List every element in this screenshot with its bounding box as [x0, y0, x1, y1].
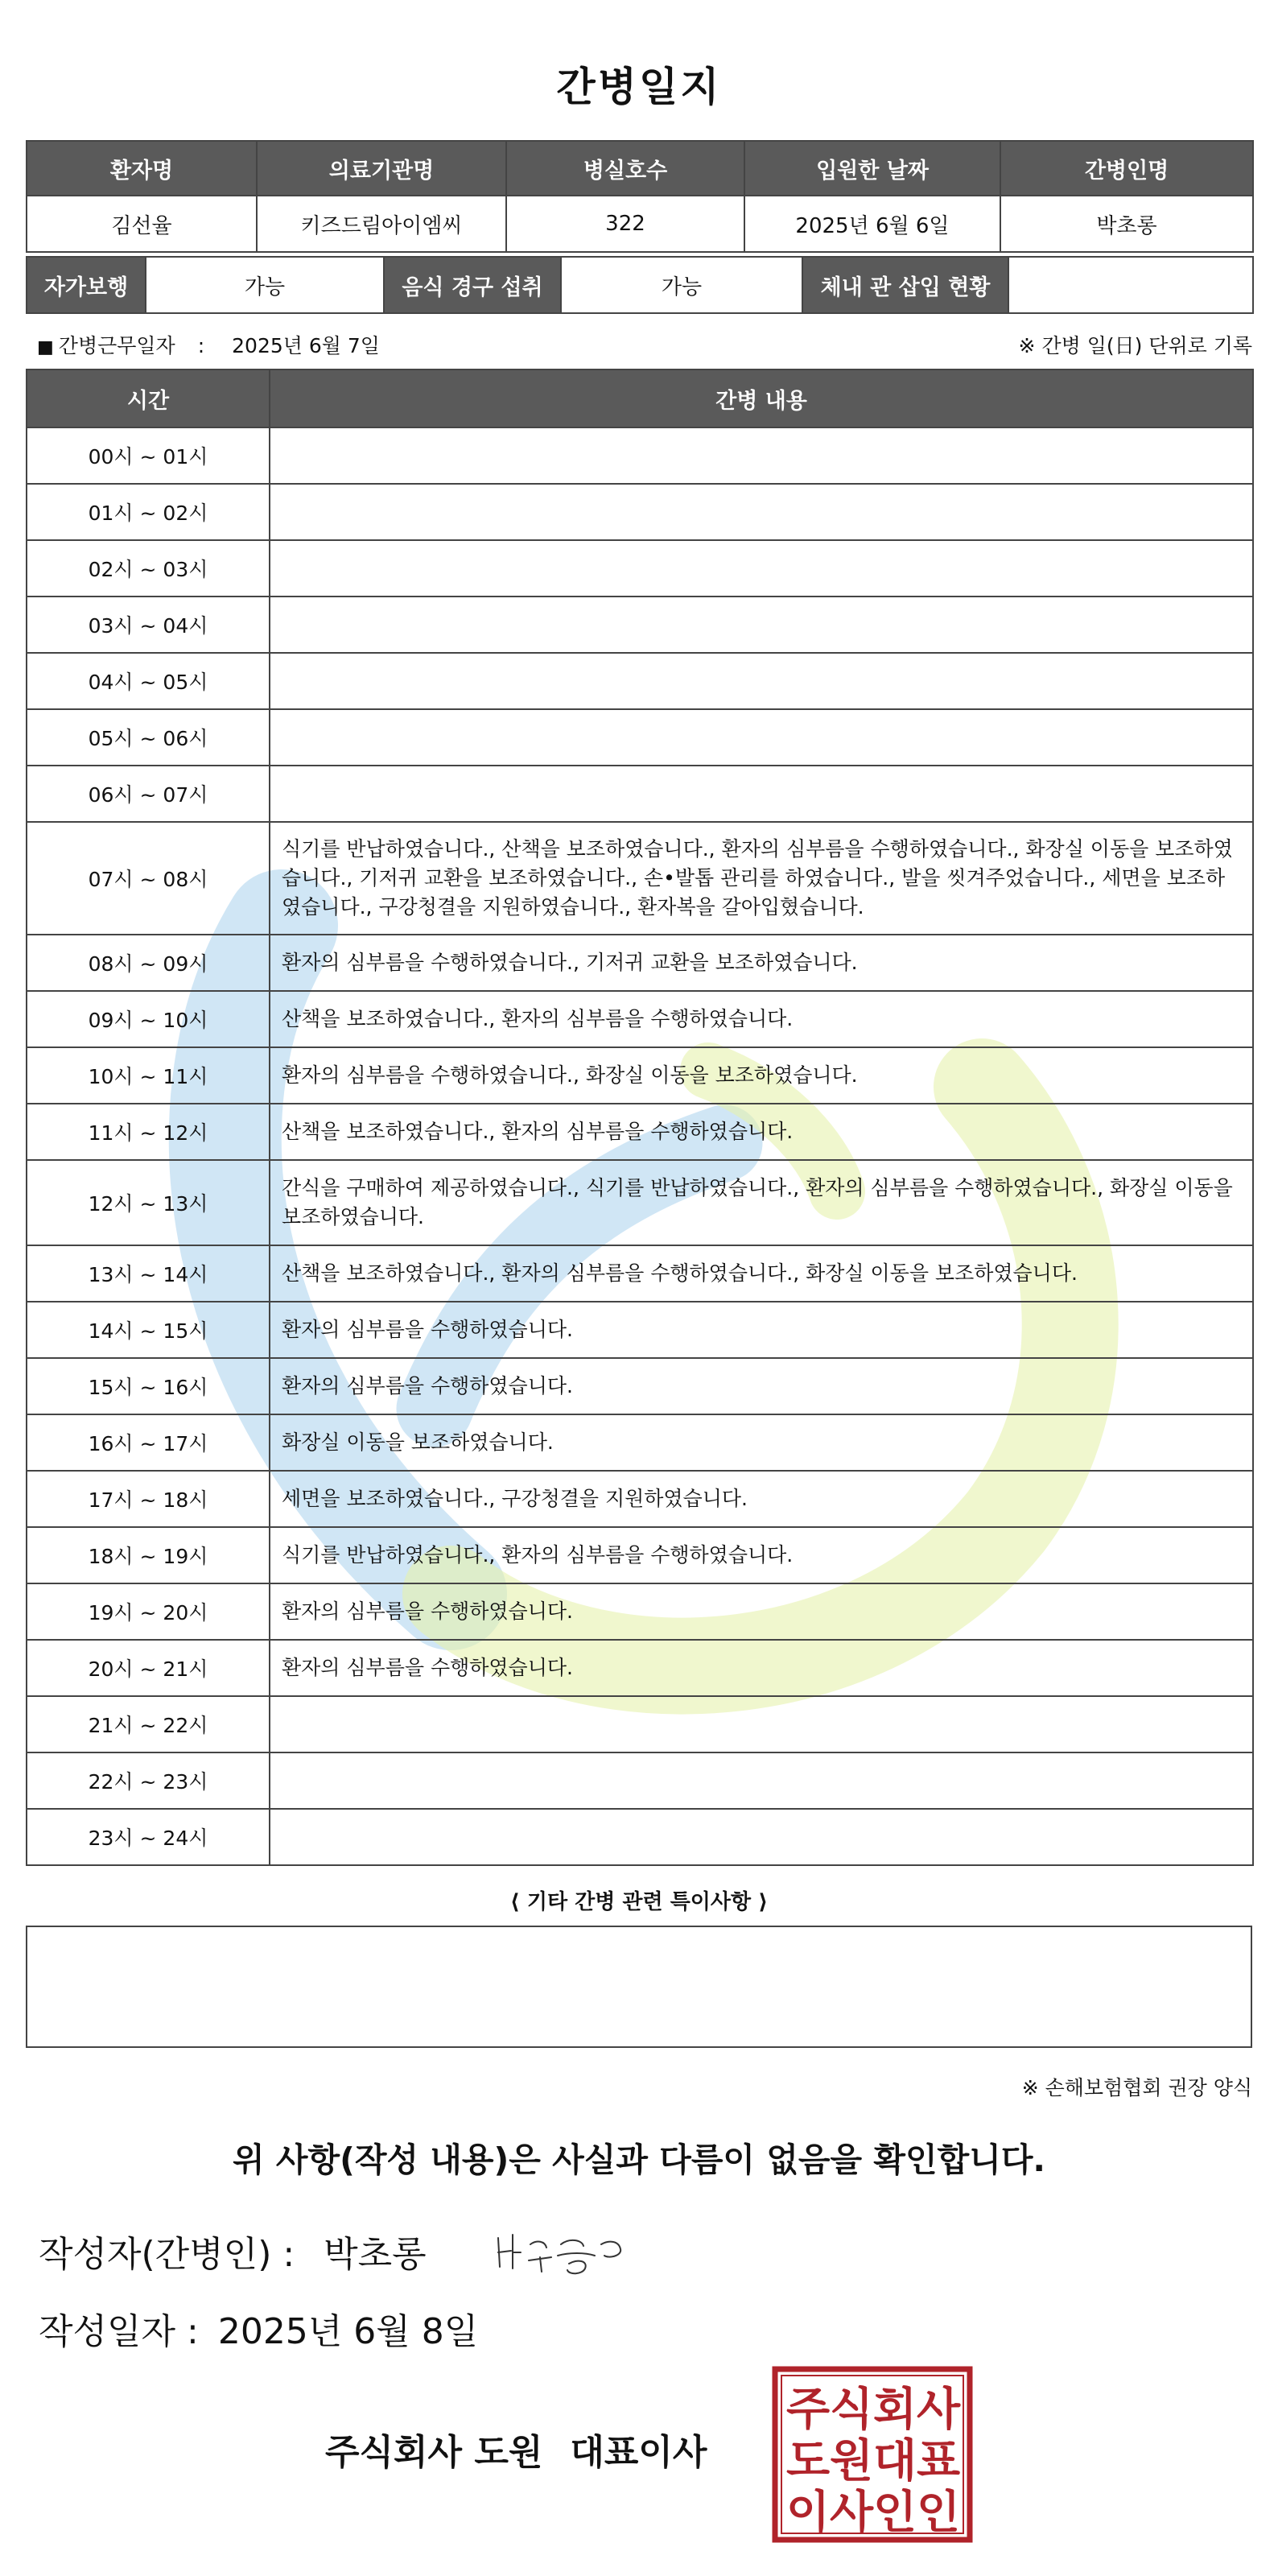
care-content: 세면을 보조하였습니다., 구강청결을 지원하였습니다.	[270, 1471, 1253, 1527]
seal-character: 원	[829, 2435, 874, 2487]
care-content	[270, 427, 1253, 484]
care-content	[270, 766, 1253, 822]
care-content: 화장실 이동을 보조하였습니다.	[270, 1414, 1253, 1471]
care-log-row	[27, 1471, 1253, 1527]
handwritten-signature	[489, 2220, 633, 2285]
care-log-header-row	[27, 369, 1253, 427]
care-log-row	[27, 427, 1253, 484]
care-log-row	[27, 1696, 1253, 1752]
time-slot: 12시 ~ 13시	[27, 1160, 270, 1245]
seal-character: 도	[785, 2435, 831, 2487]
time-slot: 10시 ~ 11시	[27, 1047, 270, 1104]
seal-character: 인	[916, 2487, 961, 2539]
care-content: 환자의 심부름을 수행하였습니다., 기저귀 교환을 보조하였습니다.	[270, 935, 1253, 991]
time-slot: 00시 ~ 01시	[27, 427, 270, 484]
patient-info-header-row	[27, 141, 1253, 196]
confirmation-statement: 위 사항(작성 내용)은 사실과 다름이 없음을 확인합니다.	[232, 2140, 1046, 2179]
time-slot: 17시 ~ 18시	[27, 1471, 270, 1527]
care-content: 산책을 보조하였습니다., 환자의 심부름을 수행하였습니다.	[270, 991, 1253, 1047]
time-slot: 04시 ~ 05시	[27, 653, 270, 709]
care-log-row	[27, 1302, 1253, 1358]
time-slot: 16시 ~ 17시	[27, 1414, 270, 1471]
header-admission-date: 입원한 날짜	[744, 141, 1000, 196]
care-log-row	[27, 1104, 1253, 1160]
special-notes-title: ⟨ 기타 간병 관련 특이사항 ⟩	[509, 1890, 769, 1914]
care-log-row	[27, 709, 1253, 766]
company-name: 주식회사 도원	[325, 2432, 543, 2473]
page-title: 간병일지	[556, 64, 722, 110]
patient-status-row	[27, 257, 1253, 313]
care-content	[270, 653, 1253, 709]
time-slot: 03시 ~ 04시	[27, 597, 270, 653]
recommendation-note: ※ 손해보험협회 권장 양식	[1021, 2076, 1252, 2099]
room-number-value: 322	[506, 196, 744, 252]
seal-character: 회	[872, 2384, 917, 2436]
seal-character: 이	[785, 2487, 831, 2539]
care-log-row	[27, 484, 1253, 540]
time-slot: 02시 ~ 03시	[27, 540, 270, 597]
time-slot: 15시 ~ 16시	[27, 1358, 270, 1414]
care-content: 산책을 보조하였습니다., 환자의 심부름을 수행하였습니다., 화장실 이동을 보조하였습니다.	[270, 1245, 1253, 1302]
oral-intake-label: 음식 경구 섭취	[384, 257, 561, 313]
care-log-row	[27, 1245, 1253, 1302]
company-line	[325, 2423, 707, 2475]
care-content	[270, 1752, 1253, 1809]
time-slot: 20시 ~ 21시	[27, 1640, 270, 1696]
care-content	[270, 1809, 1253, 1865]
time-slot: 23시 ~ 24시	[27, 1809, 270, 1865]
care-content	[270, 1696, 1253, 1752]
time-slot: 19시 ~ 20시	[27, 1583, 270, 1640]
written-date-line	[39, 2302, 478, 2354]
care-log-row	[27, 1640, 1253, 1696]
header-care-content: 간병 내용	[270, 369, 1253, 427]
self-walk-value: 가능	[146, 257, 384, 313]
care-log-table	[26, 369, 1254, 1866]
oral-intake-value: 가능	[561, 257, 802, 313]
care-content	[270, 484, 1253, 540]
care-content	[270, 597, 1253, 653]
header-caregiver-name: 간병인명	[1000, 141, 1253, 196]
square-bullet-icon: ■	[37, 337, 54, 357]
care-log-row	[27, 1160, 1253, 1245]
daily-record-note: ※ 간병 일(日) 단위로 기록	[1018, 334, 1252, 357]
written-date-value: 2025년 6월 8일	[217, 2311, 479, 2352]
work-date-line	[26, 328, 1252, 361]
work-date-label: 간병근무일자	[58, 334, 175, 357]
time-slot: 11시 ~ 12시	[27, 1104, 270, 1160]
header-time: 시간	[27, 369, 270, 427]
written-date-label: 작성일자 :	[39, 2311, 199, 2352]
care-content: 환자의 심부름을 수행하였습니다., 화장실 이동을 보조하였습니다.	[270, 1047, 1253, 1104]
care-log-row	[27, 1809, 1253, 1865]
care-log-row	[27, 1414, 1253, 1471]
care-log-body	[27, 427, 1253, 1865]
care-log-row	[27, 1047, 1253, 1104]
care-content	[270, 709, 1253, 766]
special-notes-box	[26, 1926, 1252, 2048]
writer-line	[39, 2225, 427, 2277]
company-seal-stamp	[771, 2365, 974, 2544]
time-slot: 21시 ~ 22시	[27, 1696, 270, 1752]
time-slot: 05시 ~ 06시	[27, 709, 270, 766]
care-log-row	[27, 1583, 1253, 1640]
care-content: 환자의 심부름을 수행하였습니다.	[270, 1358, 1253, 1414]
time-slot: 18시 ~ 19시	[27, 1527, 270, 1583]
patient-info-table	[26, 140, 1254, 253]
care-content: 간식을 구매하여 제공하였습니다., 식기를 반납하였습니다., 환자의 심부름을 수행하였습니다., 화장실 이동을 보조하였습니다.	[270, 1160, 1253, 1245]
seal-character: 주	[785, 2384, 831, 2436]
care-log-row	[27, 766, 1253, 822]
care-content: 환자의 심부름을 수행하였습니다.	[270, 1302, 1253, 1358]
seal-character: 식	[829, 2384, 874, 2436]
time-slot: 01시 ~ 02시	[27, 484, 270, 540]
time-slot: 13시 ~ 14시	[27, 1245, 270, 1302]
care-log-row	[27, 1527, 1253, 1583]
time-slot: 14시 ~ 15시	[27, 1302, 270, 1358]
header-patient-name: 환자명	[27, 141, 257, 196]
care-content: 식기를 반납하였습니다., 환자의 심부름을 수행하였습니다.	[270, 1527, 1253, 1583]
seal-character: 인	[872, 2487, 917, 2539]
self-walk-label: 자가보행	[27, 257, 146, 313]
time-slot: 06시 ~ 07시	[27, 766, 270, 822]
patient-status-table	[26, 256, 1254, 314]
care-log-row	[27, 1358, 1253, 1414]
time-slot: 07시 ~ 08시	[27, 822, 270, 935]
patient-name-value: 김선율	[27, 196, 257, 252]
patient-info-value-row	[27, 196, 1253, 252]
seal-character: 표	[916, 2435, 961, 2487]
care-content: 산책을 보조하였습니다., 환자의 심부름을 수행하였습니다.	[270, 1104, 1253, 1160]
seal-character: 사	[916, 2384, 961, 2436]
tube-insertion-value	[1008, 257, 1253, 313]
header-hospital-name: 의료기관명	[257, 141, 506, 196]
work-date-value: 2025년 6월 7일	[232, 334, 380, 357]
work-date-colon: :	[197, 334, 205, 357]
header-room-number: 병실호수	[506, 141, 744, 196]
caregiver-name-value: 박초롱	[1000, 196, 1253, 252]
care-content	[270, 540, 1253, 597]
time-slot: 22시 ~ 23시	[27, 1752, 270, 1809]
care-log-row	[27, 1752, 1253, 1809]
care-log-row	[27, 540, 1253, 597]
company-ceo-title: 대표이사	[570, 2432, 707, 2473]
care-log-row	[27, 935, 1253, 991]
writer-name: 박초롱	[324, 2234, 427, 2275]
care-log-row	[27, 822, 1253, 935]
seal-character: 대	[872, 2435, 917, 2487]
care-log-row	[27, 597, 1253, 653]
care-content: 식기를 반납하였습니다., 산책을 보조하였습니다., 환자의 심부름을 수행하였습니다., 화장실 이동을 보조하였습니다., 기저귀 교환을 보조하였습니다., 손•발톱 관리를 하였습니다., 발을 씻겨주었습니다., 세면을 보조하였습니다., 구강청결을 지원하였습니다., 환자복을 갈아입혔습니다.	[270, 822, 1253, 935]
time-slot: 08시 ~ 09시	[27, 935, 270, 991]
writer-label: 작성자(간병인) :	[39, 2234, 295, 2275]
care-content: 환자의 심부름을 수행하였습니다.	[270, 1640, 1253, 1696]
care-log-row	[27, 991, 1253, 1047]
seal-character: 사	[829, 2487, 874, 2539]
time-slot: 09시 ~ 10시	[27, 991, 270, 1047]
admission-date-value: 2025년 6월 6일	[744, 196, 1000, 252]
hospital-name-value: 키즈드림아이엠씨	[257, 196, 506, 252]
care-log-row	[27, 653, 1253, 709]
tube-insertion-label: 체내 관 삽입 현황	[802, 257, 1008, 313]
care-content: 환자의 심부름을 수행하였습니다.	[270, 1583, 1253, 1640]
